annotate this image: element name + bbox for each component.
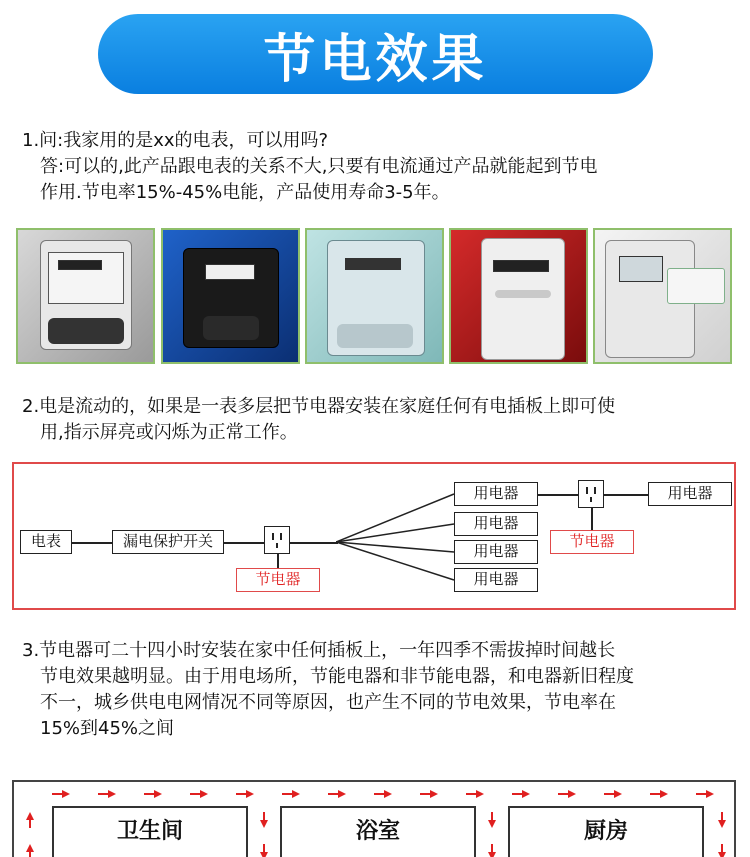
meter-photo-4 — [449, 228, 588, 364]
arrow-up-icon — [26, 844, 34, 857]
faq-1 — [22, 128, 598, 206]
arrow-up-icon — [26, 812, 34, 828]
arrow-right-icon — [190, 790, 208, 798]
fan-out-wires — [336, 464, 456, 612]
leakage-breaker-box: 漏电保护开关 — [112, 530, 224, 554]
room-bathroom: 卫生间 — [52, 806, 248, 857]
meter-photo-5 — [593, 228, 732, 364]
faq-3-line3: 不一，城乡供电电网情况不同等原因，也产生不同的节电效果，节电率在 — [40, 692, 616, 713]
arrow-right-icon — [420, 790, 438, 798]
arrow-right-icon — [512, 790, 530, 798]
wiring-diagram — [12, 462, 736, 610]
meter-photo-3 — [305, 228, 444, 364]
arrow-right-icon — [558, 790, 576, 798]
arrow-down-icon — [718, 844, 726, 857]
title-banner — [98, 14, 653, 94]
faq-3-line2: 节电效果越明显。由于用电场所，节能电器和非节能电器，和电器新旧程度 — [40, 666, 634, 687]
meter-photo-row — [16, 228, 734, 364]
faq-2-line2: 用,指示屏亮或闪烁为正常工作。 — [40, 422, 298, 443]
appliance-box-4: 用电器 — [454, 568, 538, 592]
arrow-down-icon — [260, 844, 268, 857]
faq-2-line1: 2.电是流动的，如果是一表多层把节电器安装在家庭任何有电插板上即可使 — [22, 396, 616, 417]
arrow-right-icon — [328, 790, 346, 798]
appliance-box-right: 用电器 — [648, 482, 732, 506]
arrow-down-icon — [260, 812, 268, 828]
power-saver-box-right: 节电器 — [550, 530, 634, 554]
electric-meter-box: 电表 — [20, 530, 72, 554]
arrow-right-icon — [282, 790, 300, 798]
room-flow-diagram — [12, 780, 736, 857]
power-saver-box-left: 节电器 — [236, 568, 320, 592]
meter-photo-2 — [161, 228, 300, 364]
arrow-down-icon — [488, 812, 496, 828]
appliance-box-1: 用电器 — [454, 482, 538, 506]
faq-2 — [22, 394, 615, 446]
arrow-right-icon — [98, 790, 116, 798]
arrow-right-icon — [52, 790, 70, 798]
arrow-right-icon — [374, 790, 392, 798]
meter-photo-1 — [16, 228, 155, 364]
arrow-down-icon — [718, 812, 726, 828]
page-title: 节电效果 — [263, 29, 488, 90]
arrow-right-icon — [236, 790, 254, 798]
appliance-box-2: 用电器 — [454, 512, 538, 536]
faq-3-line4: 15%到45%之间 — [40, 718, 175, 739]
arrow-down-icon — [488, 844, 496, 857]
arrow-right-icon — [144, 790, 162, 798]
faq-3-line1: 3.节电器可二十四小时安装在家中任何插板上，一年四季不需拔掉时间越长 — [22, 640, 616, 661]
arrow-right-icon — [604, 790, 622, 798]
appliance-box-3: 用电器 — [454, 540, 538, 564]
faq-1-answer-line2: 作用.节电率15%-45%电能，产品使用寿命3-5年。 — [40, 182, 450, 203]
arrow-right-icon — [696, 790, 714, 798]
faq-3 — [22, 638, 634, 742]
socket-icon — [264, 526, 290, 554]
room-shower: 浴室 — [280, 806, 476, 857]
socket-icon-right — [578, 480, 604, 508]
faq-1-answer-line1: 答:可以的,此产品跟电表的关系不大,只要有电流通过产品就能起到节电 — [40, 156, 598, 177]
faq-1-question: 1.问:我家用的是xx的电表，可以用吗? — [22, 130, 329, 151]
arrow-right-icon — [650, 790, 668, 798]
arrow-right-icon — [466, 790, 484, 798]
room-kitchen: 厨房 — [508, 806, 704, 857]
